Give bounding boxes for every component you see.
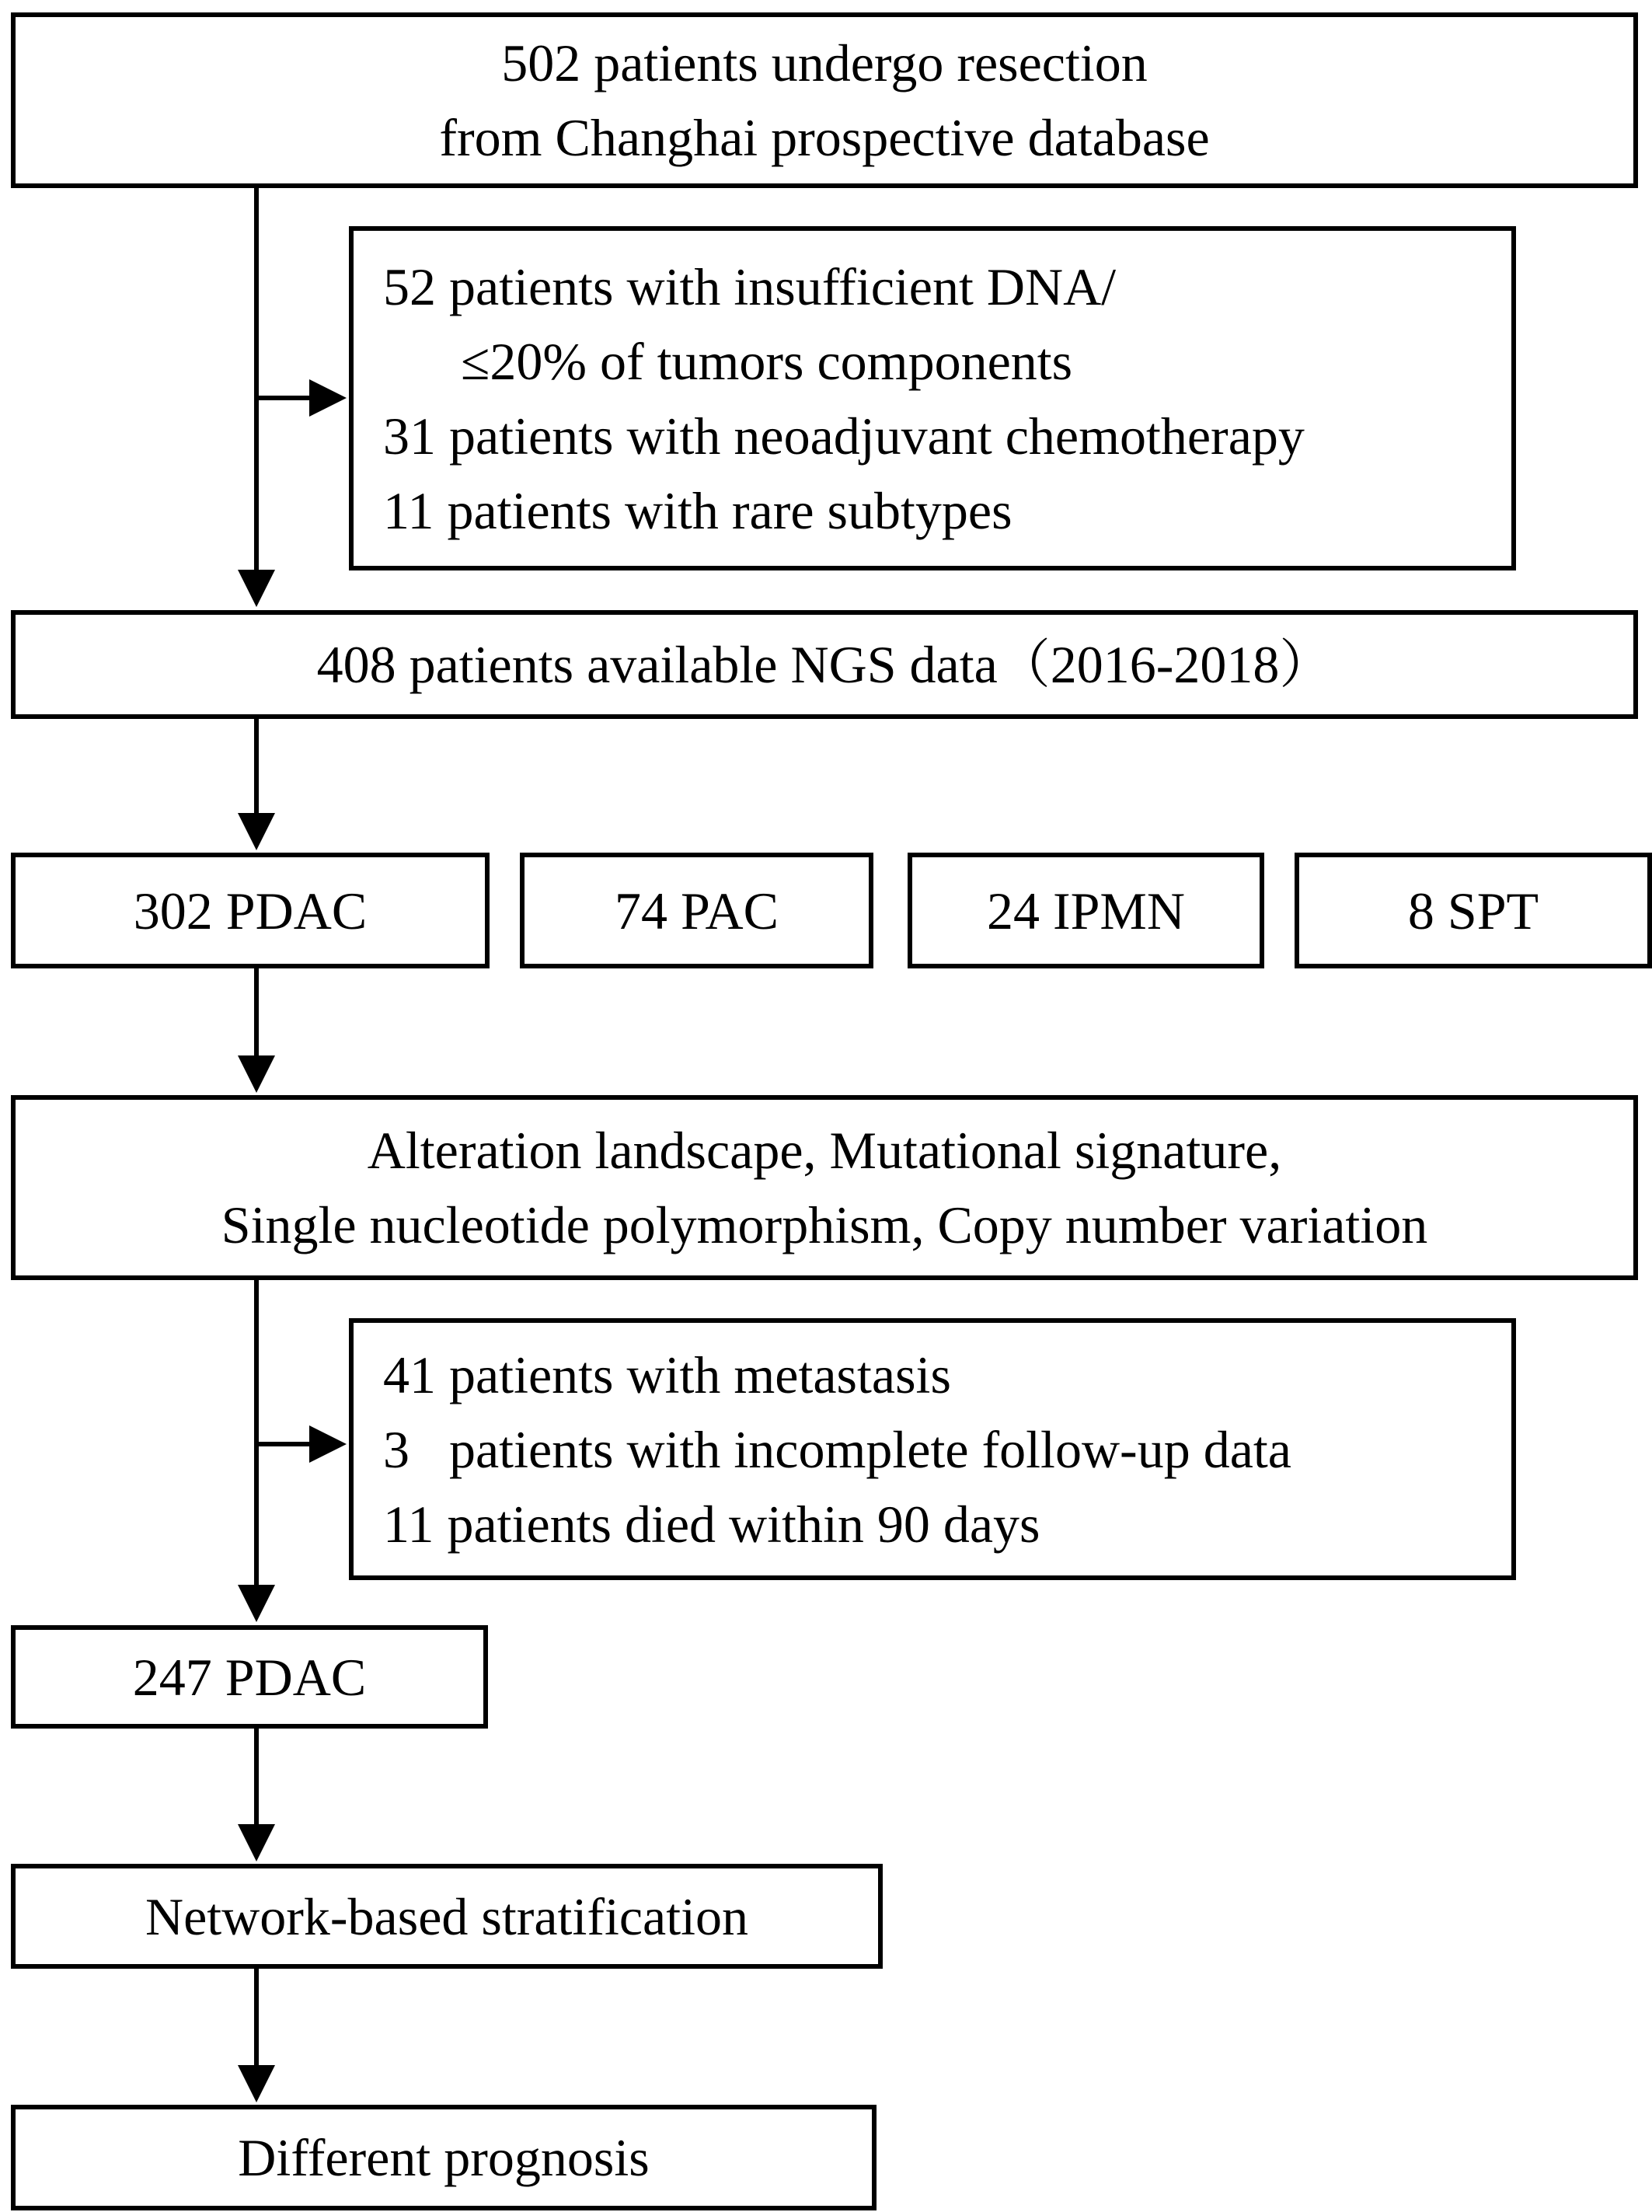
exclusion-1-line-1: 52 patients with insufficient DNA/ <box>383 256 1117 316</box>
box-exclusion-1 <box>349 226 1516 570</box>
exclusion-2-line-1: 41 patients with metastasis <box>383 1345 951 1404</box>
initial-cohort-line-2: from Changhai prospective database <box>439 108 1210 167</box>
exclusion-2-line-2: 3 patients with incomplete follow-up data <box>383 1419 1291 1479</box>
box-ngs-data <box>11 610 1638 719</box>
pdac-302-text: 302 PDAC <box>133 881 368 940</box>
box-pdac-247 <box>11 1625 488 1729</box>
ipmn-24-text: 24 IPMN <box>986 881 1186 940</box>
box-pac-74 <box>520 853 873 968</box>
pdac-247-text: 247 PDAC <box>132 1647 367 1707</box>
box-ipmn-24 <box>908 853 1264 968</box>
box-initial-cohort <box>11 12 1638 188</box>
prognosis-text: Different prognosis <box>238 2128 650 2187</box>
box-exclusion-2 <box>349 1318 1516 1580</box>
stratification-text: Network-based stratification <box>145 1886 749 1946</box>
analysis-line-2: Single nucleotide polymorphism, Copy number variation <box>221 1195 1428 1254</box>
exclusion-2-line-3: 11 patients died within 90 days <box>383 1494 1040 1554</box>
ngs-data-text: 408 patients available NGS data（2016-2018） <box>316 635 1333 694</box>
exclusion-1-line-2: ≤20% of tumors components <box>461 331 1073 391</box>
box-analysis <box>11 1095 1638 1280</box>
box-stratification <box>11 1864 883 1969</box>
exclusion-1-line-3: 31 patients with neoadjuvant chemotherapy <box>383 406 1305 466</box>
box-spt-8 <box>1295 853 1652 968</box>
box-prognosis <box>11 2105 877 2210</box>
pac-74-text: 74 PAC <box>614 881 779 940</box>
initial-cohort-line-1: 502 patients undergo resection <box>501 33 1148 92</box>
box-pdac-302 <box>11 853 490 968</box>
spt-8-text: 8 SPT <box>1407 881 1539 940</box>
analysis-line-1: Alteration landscape, Mutational signature, <box>367 1121 1282 1180</box>
exclusion-1-line-4: 11 patients with rare subtypes <box>383 480 1012 540</box>
